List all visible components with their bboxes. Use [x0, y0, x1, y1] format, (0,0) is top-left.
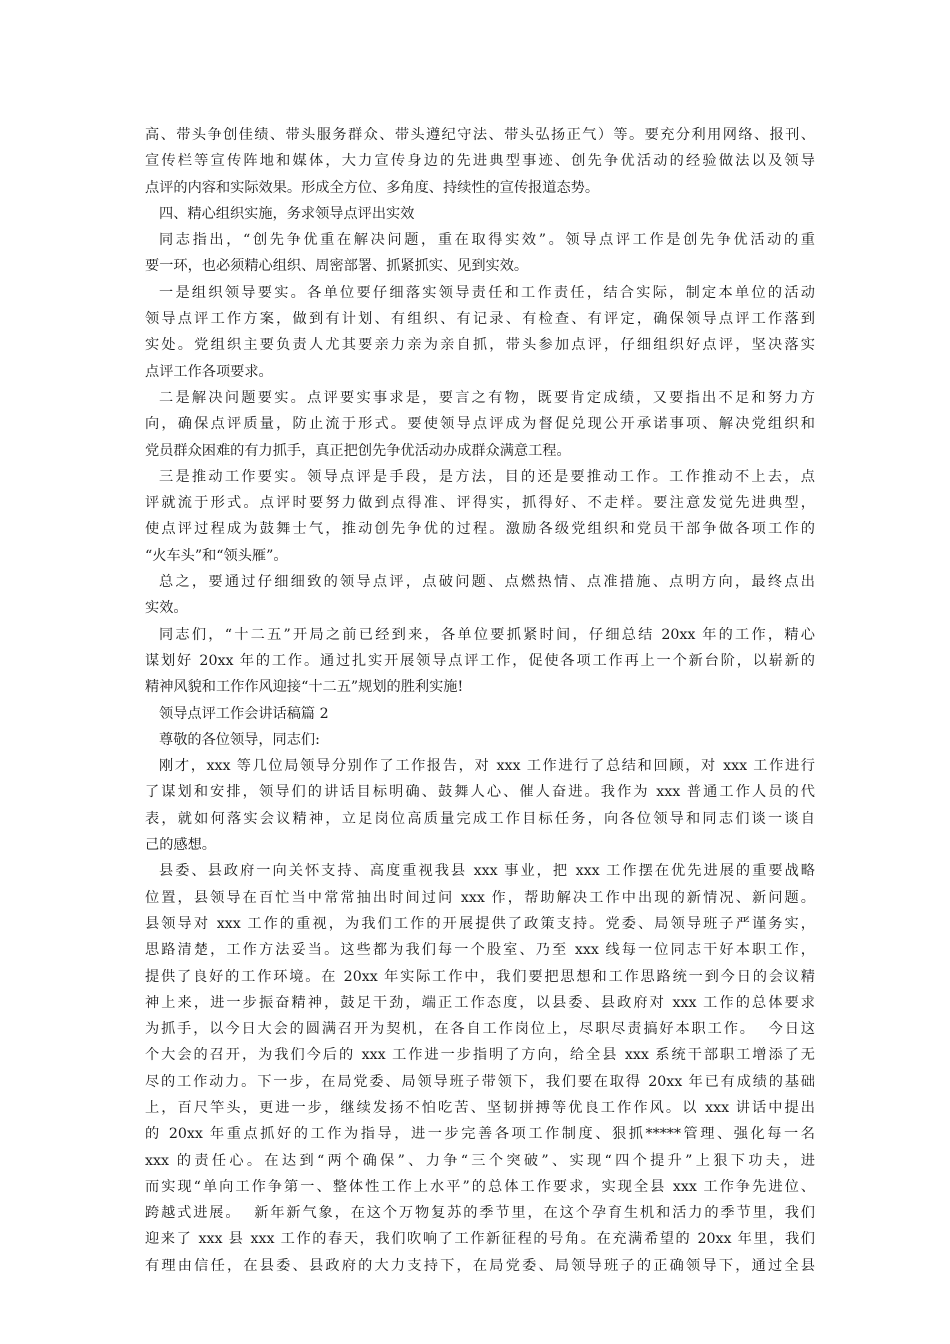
text-line: “火车头”和“领头雁”。 — [145, 547, 288, 564]
text-line: 二是解决问题要实。点评要实事求是，要言之有物，既要肯定成绩，又要指出不足和努力方 — [159, 389, 815, 406]
text-line: 位置，县领导在百忙当中常常抽出时间过问 xxx 作，帮助解决工作中出现的新情况、新问题。 — [145, 889, 815, 906]
text-line: 个大会的召开，为我们今后的 xxx 工作进一步指明了方向，给全县 xxx 系统干部职工增添了无 — [145, 1047, 815, 1064]
salutation: 尊敬的各位领导，同志们: — [159, 731, 320, 748]
text-line: 实效。 — [145, 600, 188, 617]
text-line: 精神风貌和工作作风迎接“十二五”规划的胜利实施! — [145, 679, 464, 696]
text-line: 为抓手，以今日大会的圆满召开为契机，在各自工作岗位上，尽职尽责搞好本职工作。 今日这 — [145, 1021, 815, 1038]
text-line: 使点评过程成为鼓舞士气，推动创先争优的过程。激励各级党组织和党员干部争做各项工作的 — [145, 521, 815, 538]
text-line: 县领导对 xxx 工作的重视，为我们工作的开展提供了政策支持。党委、局领导班子严谨务实， — [145, 915, 815, 932]
text-line: 同志们，“十二五”开局之前已经到来，各单位要抓紧时间，仔细总结 20xx 年的工作，精心 — [159, 626, 815, 643]
section-heading: 四、精心组织实施，务求领导点评出实效 — [159, 205, 415, 222]
document-body — [145, 122, 815, 1279]
text-line: 而实现“单向工作争第一、整体性工作上水平”的总体工作要求，实现全县 xxx 工作争先进位、 — [145, 1178, 815, 1195]
text-line: 上，百尺竿头，更进一步，继续发扬不怕吃苦、坚韧拼搏等优良工作作风。以 xxx 讲话中提出 — [145, 1099, 815, 1116]
text-line: 点评工作各项要求。 — [145, 363, 273, 380]
text-line: xxx 的责任心。在达到“两个确保”、力争“三个突破”、实现“四个提升”上狠下功夫，进 — [145, 1152, 815, 1169]
text-line: 高、带头争创佳绩、带头服务群众、带头遵纪守法、带头弘扬正气）等。要充分利用网络、报刊、 — [145, 127, 815, 143]
text-line: 三是推动工作要实。领导点评是手段，是方法，目的还是要推动工作。工作推动不上去，点 — [159, 468, 815, 485]
text-line: 总之，要通过仔细细致的领导点评，点破问题、点燃热情、点准措施、点明方向，最终点出 — [159, 574, 815, 591]
text-line: 跨越式进展。 新年新气象，在这个万物复苏的季节里，在这个孕育生机和活力的季节里，我们 — [145, 1205, 815, 1222]
text-line: 了谋划和安排，领导们的讲话目标明确、鼓舞人心、催人奋进。我作为 xxx 普通工作人员的代 — [145, 784, 815, 801]
text-line: 实处。党组织主要负责人尤其要亲力亲为亲自抓，带头参加点评，仔细组织好点评，坚决落实 — [145, 337, 815, 354]
text-line: 迎来了 xxx 县 xxx 工作的春天，我们吹响了工作新征程的号角。在充满希望的 20xx 年里，我们 — [145, 1231, 815, 1248]
text-line: 县委、县政府一向关怀支持、高度重视我县 xxx 事业，把 xxx 工作摆在优先进展的重要战略 — [159, 863, 815, 880]
section-heading: 领导点评工作会讲话稿篇 2 — [159, 705, 329, 722]
text-line: 党员群众困难的有力抓手，真正把创先争优活动办成群众满意工程。 — [145, 442, 571, 459]
text-line: 同志指出，“创先争优重在解决问题，重在取得实效”。领导点评工作是创先争优活动的重 — [159, 232, 815, 249]
text-line: 谋划好 20xx 年的工作。通过扎实开展领导点评工作，促使各项工作再上一个新台阶，以崭新的 — [145, 652, 815, 669]
text-line: 的 20xx 年重点抓好的工作为指导，进一步完善各项工作制度、狠抓*****管理、强化每一名 — [145, 1126, 815, 1143]
text-line: 表，就如何落实会议精神，立足岗位高质量完成工作目标任务，向各位领导和同志们谈一谈自 — [145, 810, 815, 827]
text-line: 一是组织领导要实。各单位要仔细落实领导责任和工作责任，结合实际，制定本单位的活动 — [159, 284, 815, 301]
text-line: 刚才，xxx 等几位局领导分别作了工作报告，对 xxx 工作进行了总结和回顾，对 xxx 工作进行 — [159, 758, 815, 775]
text-line: 向，确保点评质量，防止流于形式。要使领导点评成为督促兑现公开承诺事项、解决党组织和 — [145, 416, 815, 433]
text-line: 提供了良好的工作环境。在 20xx 年实际工作中，我们要把思想和工作思路统一到今日的会议精 — [145, 968, 815, 985]
text-line: 宣传栏等宣传阵地和媒体，大力宣传身边的先进典型事迹、创先争优活动的经验做法以及领导 — [145, 153, 815, 170]
text-line: 有理由信任，在县委、县政府的大力支持下，在局党委、局领导班子的正确领导下，通过全县 — [145, 1257, 815, 1274]
text-line: 点评的内容和实际效果。形成全方位、多角度、持续性的宣传报道态势。 — [145, 179, 600, 196]
text-line: 要一环，也必须精心组织、周密部署、抓紧抓实、见到实效。 — [145, 258, 529, 275]
text-line: 思路清楚，工作方法妥当。这些都为我们每一个股室、乃至 xxx 线每一位同志干好本职工作， — [145, 942, 815, 959]
text-line: 神上来，进一步振奋精神，鼓足干劲，端正工作态度，以县委、县政府对 xxx 工作的总体要求 — [145, 994, 815, 1011]
text-line: 尽的工作动力。下一步，在局党委、局领导班子带领下，我们要在取得 20xx 年已有成绩的基础 — [145, 1073, 815, 1090]
text-line: 领导点评工作方案，做到有计划、有组织、有记录、有检查、有评定，确保领导点评工作落到 — [145, 311, 815, 328]
text-line: 己的感想。 — [145, 837, 216, 854]
text-line: 评就流于形式。点评时要努力做到点得准、评得实，抓得好、不走样。要注意发觉先进典型， — [145, 495, 815, 512]
